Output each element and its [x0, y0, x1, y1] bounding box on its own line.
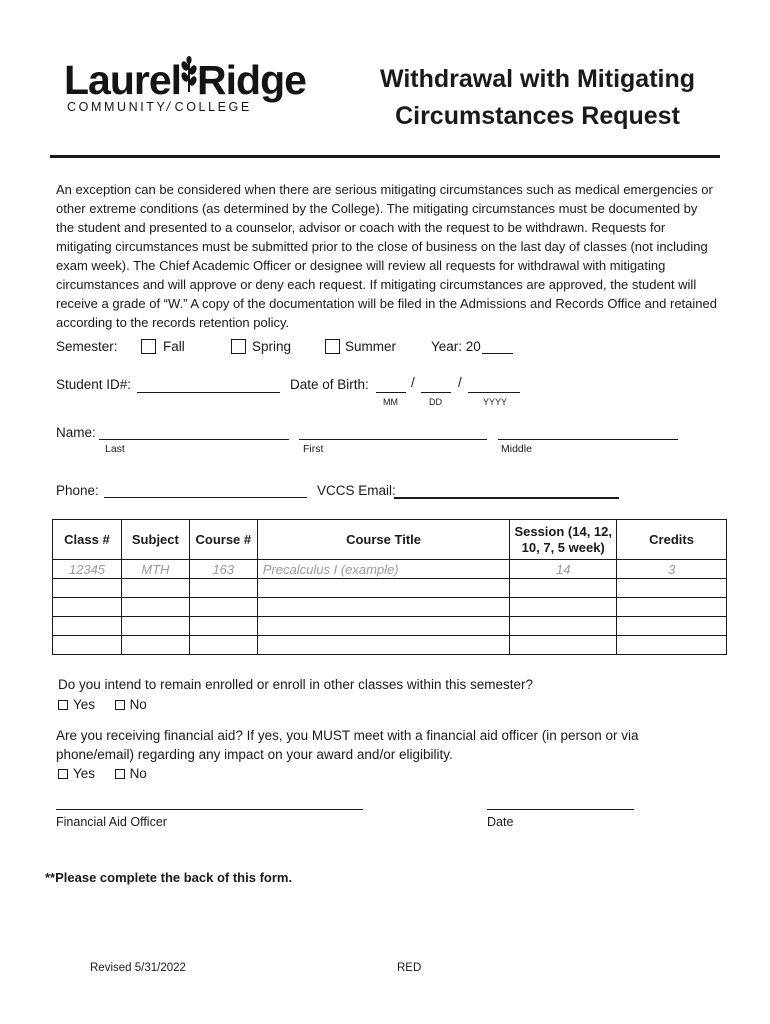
summer-label: Summer	[345, 339, 397, 354]
year-field[interactable]	[482, 353, 513, 354]
revised-date: Revised 5/31/2022	[90, 962, 186, 974]
table-cell[interactable]	[510, 579, 617, 598]
q2-options	[58, 766, 147, 781]
table-cell[interactable]	[510, 598, 617, 617]
table-row	[53, 617, 727, 636]
question-financial-aid: Are you receiving financial aid? If yes, you MUST meet with a financial aid officer (in person or via phone/email) regarding any impact on your award and/or eligibility.	[56, 728, 639, 762]
header-divider	[50, 155, 720, 158]
table-cell[interactable]	[121, 617, 189, 636]
table-cell[interactable]	[617, 579, 727, 598]
dob-label: Date of Birth:	[290, 377, 369, 392]
table-header-row	[53, 520, 727, 560]
example-subject[interactable]: MTH	[121, 560, 189, 579]
q1-no-checkbox[interactable]	[115, 700, 125, 710]
table-cell[interactable]	[121, 598, 189, 617]
financial-aid-officer-signature-line[interactable]	[56, 809, 363, 810]
q1-options	[58, 697, 147, 712]
table-cell[interactable]	[617, 598, 727, 617]
header-course-title: Course Title	[257, 520, 510, 560]
table-cell[interactable]	[121, 636, 189, 655]
table-cell[interactable]	[121, 579, 189, 598]
form-code: RED	[397, 962, 422, 974]
logo-subtitle	[67, 100, 252, 114]
semester-label: Semester:	[56, 339, 118, 354]
intro-paragraph: An exception can be considered when there are serious mitigating circumstances such as medical emergencies or other extreme conditions (as determined by the College). The mitigating circumstances must be documented by the student and presented to a counselor, advisor or coach with the request to be withdrawn. Requests for mitigating circumstances must be submitted prior to the close of business on the last day of classes (not including exam week). The Chief Academic Officer or designee will review all requests for withdrawal with mitigating circumstances and will approve or deny each request. If mitigating circumstances are approved, the student will receive a grade of “W.” A copy of the documentation will be filed in the Admissions and Records Office and retained according to the records retention policy.	[56, 182, 717, 330]
q2-no-checkbox[interactable]	[115, 769, 125, 779]
table-cell[interactable]	[53, 598, 122, 617]
example-class-number[interactable]: 12345	[53, 560, 122, 579]
table-cell[interactable]	[510, 636, 617, 655]
q2-no-label: No	[129, 766, 147, 781]
question-remain-enrolled: Do you intend to remain enrolled or enroll in other classes within this semester?	[58, 677, 533, 692]
form-title-line2: Circumstances Request	[395, 102, 680, 130]
logo-name-right: Ridge	[197, 57, 306, 103]
leaf-icon	[181, 56, 197, 100]
example-credits[interactable]: 3	[617, 560, 727, 579]
table-row	[53, 598, 727, 617]
header-session: Session (14, 12, 10, 7, 5 week)	[510, 520, 617, 560]
financial-aid-officer-label: Financial Aid Officer	[56, 815, 167, 829]
middle-name-field[interactable]	[498, 439, 678, 440]
college-logo	[64, 56, 306, 103]
dob-slash-1: /	[411, 375, 415, 390]
q2-yes-checkbox[interactable]	[58, 769, 68, 779]
table-row	[53, 560, 727, 579]
phone-label: Phone:	[56, 483, 99, 498]
q2-yes-label: Yes	[73, 766, 96, 781]
dob-slash-2: /	[458, 375, 462, 390]
table-row	[53, 579, 727, 598]
signature-date-line[interactable]	[487, 809, 634, 810]
table-cell[interactable]	[257, 598, 510, 617]
example-course-title[interactable]: Precalculus I (example)	[257, 560, 510, 579]
table-cell[interactable]	[257, 579, 510, 598]
dob-year-field[interactable]	[468, 392, 520, 393]
first-name-caption: First	[303, 443, 324, 455]
email-label: VCCS Email:	[317, 483, 396, 498]
header-credits: Credits	[617, 520, 727, 560]
q1-yes-label: Yes	[73, 697, 96, 712]
table-cell[interactable]	[510, 617, 617, 636]
dob-dd-caption: DD	[429, 397, 442, 407]
table-cell[interactable]	[617, 617, 727, 636]
table-cell[interactable]	[189, 579, 257, 598]
table-cell[interactable]	[189, 617, 257, 636]
fall-checkbox[interactable]	[141, 339, 156, 354]
header-subject: Subject	[121, 520, 189, 560]
spring-label: Spring	[252, 339, 292, 354]
dob-month-field[interactable]	[376, 392, 406, 393]
year-label: Year: 20	[431, 339, 481, 354]
table-cell[interactable]	[53, 636, 122, 655]
dob-day-field[interactable]	[421, 392, 451, 393]
table-row	[53, 636, 727, 655]
form-title-line1: Withdrawal with Mitigating	[379, 65, 696, 93]
last-name-caption: Last	[105, 443, 125, 455]
logo-name-left: Laurel	[64, 57, 182, 103]
student-id-label: Student ID#:	[56, 377, 132, 392]
logo-separator-icon: /	[166, 100, 173, 114]
fall-label: Fall	[163, 339, 185, 354]
signature-date-label: Date	[487, 815, 514, 829]
q1-no-label: No	[129, 697, 147, 712]
course-table	[52, 519, 727, 655]
last-name-field[interactable]	[99, 439, 289, 440]
phone-field[interactable]	[104, 497, 307, 498]
table-cell[interactable]	[189, 636, 257, 655]
table-cell[interactable]	[257, 636, 510, 655]
dob-yyyy-caption: YYYY	[483, 397, 508, 407]
example-course-number[interactable]: 163	[189, 560, 257, 579]
table-cell[interactable]	[257, 617, 510, 636]
first-name-field[interactable]	[299, 439, 487, 440]
table-cell[interactable]	[189, 598, 257, 617]
dob-mm-caption: MM	[383, 397, 398, 407]
name-label: Name:	[56, 425, 96, 440]
table-cell[interactable]	[53, 617, 122, 636]
student-id-field[interactable]	[137, 392, 280, 393]
q1-yes-checkbox[interactable]	[58, 700, 68, 710]
spring-checkbox[interactable]	[231, 339, 246, 354]
summer-checkbox[interactable]	[325, 339, 340, 354]
logo-subtitle-left: COMMUNITY	[67, 100, 168, 114]
table-cell[interactable]	[53, 579, 122, 598]
email-field[interactable]	[394, 497, 619, 499]
header-course-number: Course #	[189, 520, 257, 560]
example-session[interactable]: 14	[510, 560, 617, 579]
header-class-number: Class #	[53, 520, 122, 560]
logo-subtitle-right: COLLEGE	[174, 100, 252, 114]
back-of-form-note: **Please complete the back of this form.	[45, 870, 293, 885]
middle-name-caption: Middle	[501, 443, 532, 455]
table-cell[interactable]	[617, 636, 727, 655]
